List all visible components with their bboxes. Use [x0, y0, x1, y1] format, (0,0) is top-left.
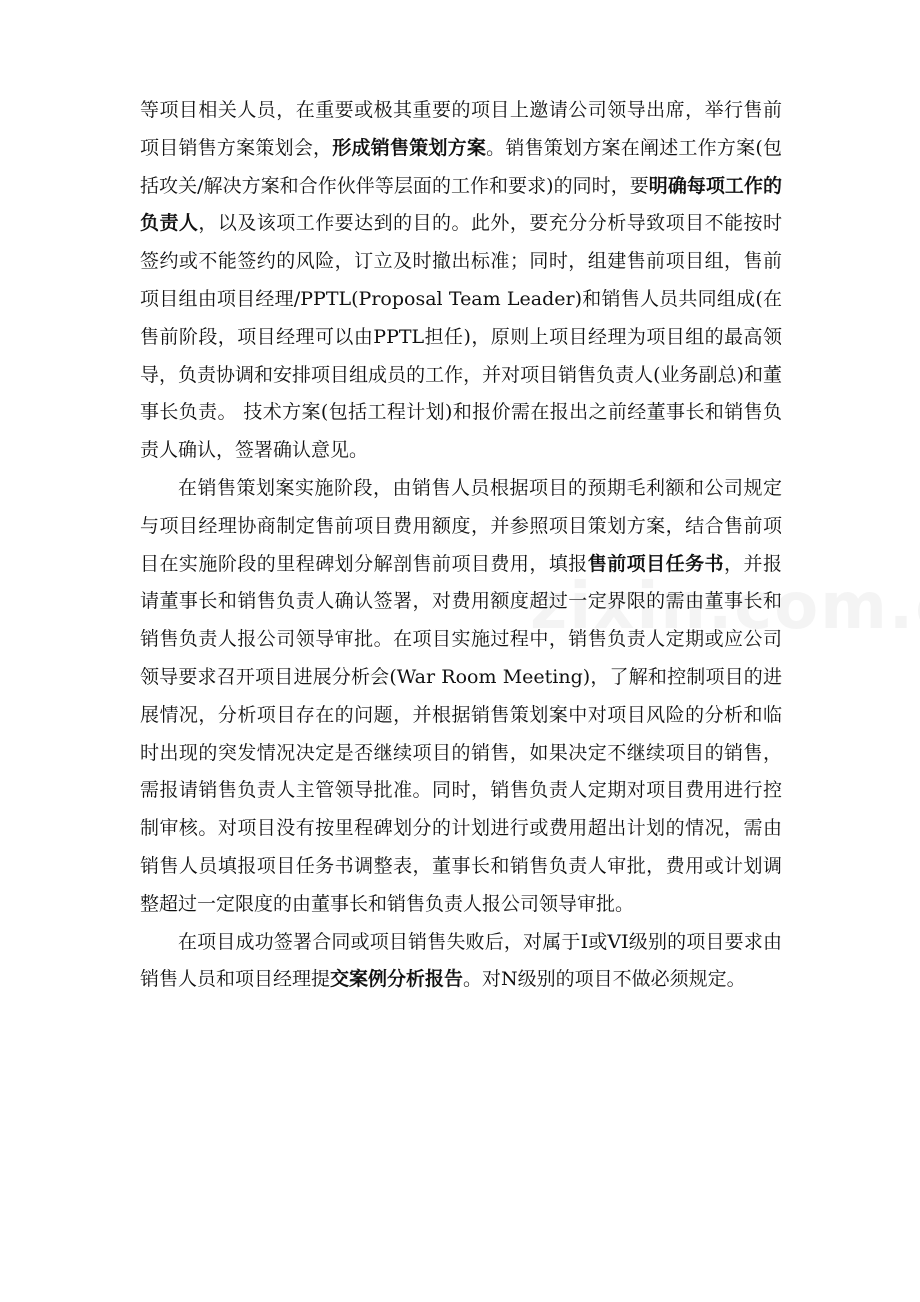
emphasis-text: 售前项目任务书	[587, 552, 725, 575]
body-text: 。对N级别的项目不做必须规定。	[463, 968, 746, 991]
body-text: 等项目相关人员，在重要或极其重要的项目上邀请公司领导出席，举行售前项目销售方案策划会，	[140, 99, 782, 159]
paragraph	[140, 924, 782, 1000]
body-text: ，以及该项工作要达到的目的。此外，要充分分析导致项目不能按时签约或不能签约的风险，订立及时撤出标准；同时，组建售前项目组，售前项目组由项目经理/PPTL(Proposal Team Leader)和销售人员共同组成(在售前阶段，项目经理可以由PPTL担任)，原则上项目经理为项目组的最高领导，负责协调和安排项目组成员的工作，并对项目销售负责人(业务副总)和董事长负责。 技术方案(包括工程计划)和报价需在报出之前经董事长和销售负责人确认，签署确认意见。	[140, 212, 782, 462]
body-text: 在销售策划案实施阶段，由销售人员根据项目的预期毛利额和公司规定与项目经理协商制定售前项目费用额度，并参照项目策划方案，结合售前项目在实施阶段的里程碑划分解剖售前项目费用，填报	[140, 476, 782, 575]
document-body	[140, 92, 782, 999]
body-text: 在项目成功签署合同或项目销售失败后，对属于I或VI级别的项目要求由销售人员和项目经理提	[140, 930, 782, 991]
emphasis-text: 形成销售策划方案	[332, 136, 487, 159]
paragraph	[140, 92, 782, 470]
emphasis-text: 明确每项工作的负责人	[140, 174, 782, 235]
body-text: 。销售策划方案在阐述工作方案(包括攻关/解决方案和合作伙伴等层面的工作和要求)的同时，要	[140, 136, 782, 197]
body-text: ，并报请董事长和销售负责人确认签署，对费用额度超过一定界限的需由董事长和销售负责人报公司领导审批。在项目实施过程中，销售负责人定期或应公司领导要求召开项目进展分析会(War Room Meeting)，了解和控制项目的进展情况，分析项目存在的问题，并根据销售策划案中对项目风险的分析和临时出现的突发情况决定是否继续项目的销售，如果决定不继续项目的销售，需报请销售负责人主管领导批准。同时，销售负责人定期对项目费用进行控制审核。对项目没有按里程碑划分的计划进行或费用超出计划的情况，需由销售人员填报项目任务书调整表，董事长和销售负责人审批，费用或计划调整超过一定限度的由董事长和销售负责人报公司领导审批。	[140, 552, 782, 915]
emphasis-text: 交案例分析报告	[330, 968, 464, 991]
paragraph	[140, 470, 782, 924]
